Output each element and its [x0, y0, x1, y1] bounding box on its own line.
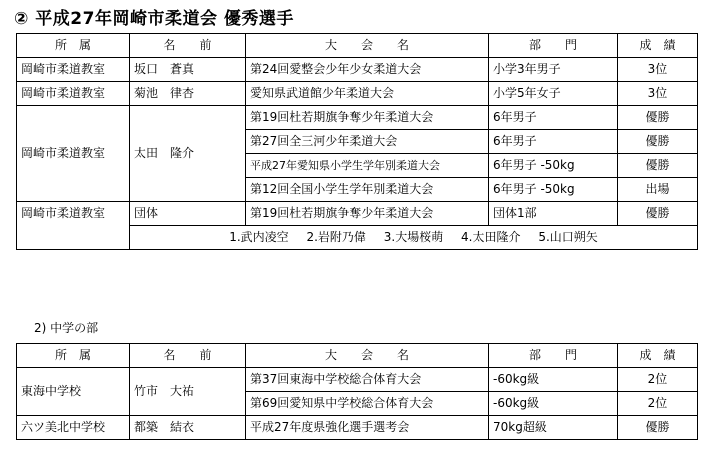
result-cell: 優勝: [618, 106, 698, 130]
header-affiliation: 所 属: [17, 34, 130, 58]
header-tournament: 大 会 名: [246, 344, 489, 368]
result-cell: 優勝: [618, 130, 698, 154]
division-cell: -60kg級: [489, 392, 618, 416]
team-member: 1.武内凌空: [229, 230, 289, 244]
table-row: [17, 416, 698, 440]
team-member: 4.太田隆介: [461, 230, 521, 244]
result-cell: 出場: [618, 178, 698, 202]
header-name: 名 前: [130, 34, 246, 58]
division-cell: 小学5年女子: [489, 82, 618, 106]
table-row: [17, 82, 698, 106]
table-row: [17, 106, 698, 130]
tournament-cell: 第24回愛整会少年少女柔道大会: [246, 58, 489, 82]
elementary-results-table: [16, 33, 698, 250]
tournament-cell: 平成27年愛知県小学生学年別柔道大会: [246, 154, 489, 178]
result-cell: 優勝: [618, 202, 698, 226]
affiliation-cell: 六ツ美北中学校: [17, 416, 130, 440]
page-title: ② 平成27年岡崎市柔道会 優秀選手: [14, 9, 294, 29]
table-row: [17, 202, 698, 226]
tournament-cell: 平成27年度県強化選手選考会: [246, 416, 489, 440]
tournament-cell: 愛知県武道館少年柔道大会: [246, 82, 489, 106]
affiliation-cell: 岡崎市柔道教室: [17, 82, 130, 106]
junior-high-results-table: [16, 343, 698, 440]
team-member: 2.岩附乃偉: [306, 230, 366, 244]
division-cell: 6年男子: [489, 106, 618, 130]
table-row: [17, 368, 698, 392]
header-tournament: 大 会 名: [246, 34, 489, 58]
division-cell: 6年男子: [489, 130, 618, 154]
result-cell: 2位: [618, 368, 698, 392]
table-row: [17, 58, 698, 82]
team-member: 5.山口朔矢: [538, 230, 598, 244]
header-result: 成 績: [618, 34, 698, 58]
affiliation-cell: 岡崎市柔道教室: [17, 202, 130, 250]
name-cell: 坂口 蒼真: [130, 58, 246, 82]
name-cell: 太田 隆介: [130, 106, 246, 202]
division-cell: 6年男子 -50kg: [489, 154, 618, 178]
team-member: 3.大場桜萌: [383, 230, 444, 244]
tournament-cell: 第27回全三河少年柔道大会: [246, 130, 489, 154]
result-cell: 3位: [618, 82, 698, 106]
table-header-row: [17, 34, 698, 58]
result-cell: 3位: [618, 58, 698, 82]
division-cell: 6年男子 -50kg: [489, 178, 618, 202]
result-cell: 優勝: [618, 154, 698, 178]
name-cell: 団体: [130, 202, 246, 226]
header-name: 名 前: [130, 344, 246, 368]
division-cell: -60kg級: [489, 368, 618, 392]
header-result: 成 績: [618, 344, 698, 368]
tournament-cell: 第19回杜若期旗争奪少年柔道大会: [246, 106, 489, 130]
tournament-cell: 第69回愛知県中学校総合体育大会: [246, 392, 489, 416]
header-division: 部 門: [489, 344, 618, 368]
name-cell: 都築 結衣: [130, 416, 246, 440]
tournament-cell: 第19回杜若期旗争奪少年柔道大会: [246, 202, 489, 226]
header-division: 部 門: [489, 34, 618, 58]
division-cell: 団体1部: [489, 202, 618, 226]
affiliation-cell: 岡崎市柔道教室: [17, 106, 130, 202]
name-cell: 竹市 大祐: [130, 368, 246, 416]
name-cell: 菊池 律杏: [130, 82, 246, 106]
affiliation-cell: 東海中学校: [17, 368, 130, 416]
division-cell: 小学3年男子: [489, 58, 618, 82]
table-header-row: [17, 344, 698, 368]
team-members-cell: [130, 226, 698, 250]
result-cell: 2位: [618, 392, 698, 416]
division-cell: 70kg超級: [489, 416, 618, 440]
tournament-cell: 第12回全国小学生学年別柔道大会: [246, 178, 489, 202]
result-cell: 優勝: [618, 416, 698, 440]
tournament-cell: 第37回東海中学校総合体育大会: [246, 368, 489, 392]
section-title-junior-high: 2) 中学の部: [34, 321, 99, 335]
affiliation-cell: 岡崎市柔道教室: [17, 58, 130, 82]
header-affiliation: 所 属: [17, 344, 130, 368]
